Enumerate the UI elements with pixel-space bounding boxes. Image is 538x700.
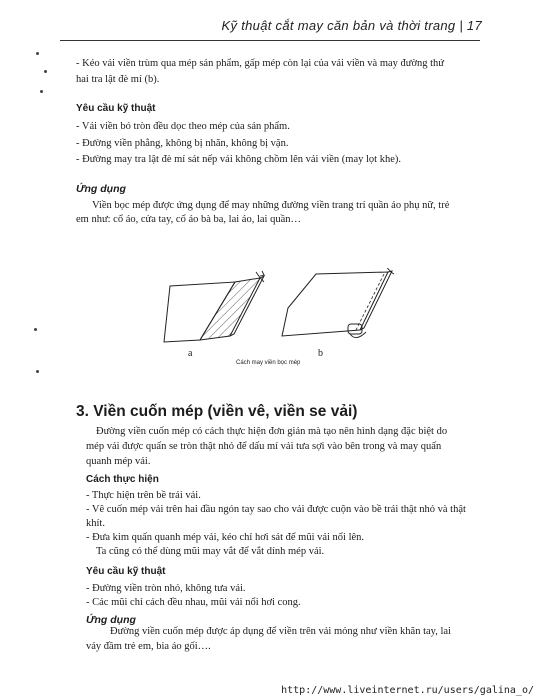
figure-caption: Cách may viền bọc mép <box>236 360 301 366</box>
section-line: mép vải được quấn se tròn thật nhỏ để dấu mí vải tưa sợi vào bên trong và may quấn <box>86 441 442 452</box>
req1-item: - Đường viền phẳng, không bị nhăn, không bị vặn. <box>76 138 289 149</box>
method-item: khít. <box>86 518 105 529</box>
margin-speck <box>40 90 43 93</box>
section-line: Đường viền cuốn mép có cách thực hiện đơn giản mà tạo nên hình dạng đặc biệt do <box>96 426 448 437</box>
margin-speck <box>36 52 39 55</box>
running-header: Kỹ thuật cắt may căn bản và thời trang | 17 <box>221 18 482 33</box>
app1-line: Viền bọc mép được ứng dụng để may những đường viền trang trí quần áo phụ nữ, trẻ <box>92 200 450 211</box>
app2-heading: Ứng dụng <box>86 614 136 626</box>
margin-speck <box>34 328 37 331</box>
req1-item: - Đường may tra lật đè mí sát nếp vải không chồm lên vải viền (may lọt khe). <box>76 154 401 165</box>
section-title: 3. Viền cuốn mép (viền vê, viền se vải) <box>76 403 358 420</box>
method-heading: Cách thực hiện <box>86 474 159 485</box>
figure-a-drawing <box>164 271 264 342</box>
figure-label-b: b <box>318 348 323 359</box>
req1-heading: Yêu cầu kỹ thuật <box>76 103 156 114</box>
app1-heading: Ứng dụng <box>76 183 126 195</box>
req2-item: - Đường viền tròn nhỏ, không tưa vải. <box>86 583 246 594</box>
margin-speck <box>36 370 39 373</box>
section-line: quanh mép vải. <box>86 456 151 467</box>
method-item: - Đưa kim quấn quanh mép vải, kéo chỉ hơi sát để mũi vải nổi lên. <box>86 532 365 543</box>
figure-label-a: a <box>188 348 193 359</box>
intro-line: - Kéo vải viền trùm qua mép sản phẩm, gấp mép còn lại của vải viền và may đường thứ <box>76 58 444 69</box>
app2-line: Đường viền cuốn mép được áp dụng để viền trên vải mỏng như viền khăn tay, lai <box>110 626 451 637</box>
margin-speck <box>44 70 47 73</box>
method-item: - Vê cuốn mép vải trên hai đầu ngón tay sao cho vải được cuộn vào bề trái thật nhỏ và thật <box>86 504 466 515</box>
intro-line: hai tra lật đè mí (b). <box>76 74 160 85</box>
app2-line: váy đầm trẻ em, bia áo gối…. <box>86 641 211 652</box>
req2-heading: Yêu cầu kỹ thuật <box>86 566 166 577</box>
req2-item: - Các mũi chỉ cách đều nhau, mũi vải nổi hơi cong. <box>86 597 301 608</box>
binding-figure <box>160 268 420 376</box>
method-item: Ta cũng có thể dùng mũi may vắt để vắt dính mép vải. <box>96 546 325 557</box>
header-rule <box>60 40 480 41</box>
req1-item: - Vải viền bó tròn đều dọc theo mép của sản phẩm. <box>76 121 290 132</box>
method-item: - Thực hiện trên bề trái vải. <box>86 490 201 501</box>
figure-b-drawing <box>282 268 394 338</box>
app1-line: em như: cổ áo, cửa tay, cổ áo bà ba, lai áo, lai quần… <box>76 214 301 225</box>
source-url[interactable]: http://www.liveinternet.ru/users/galina_o/ <box>281 685 534 696</box>
